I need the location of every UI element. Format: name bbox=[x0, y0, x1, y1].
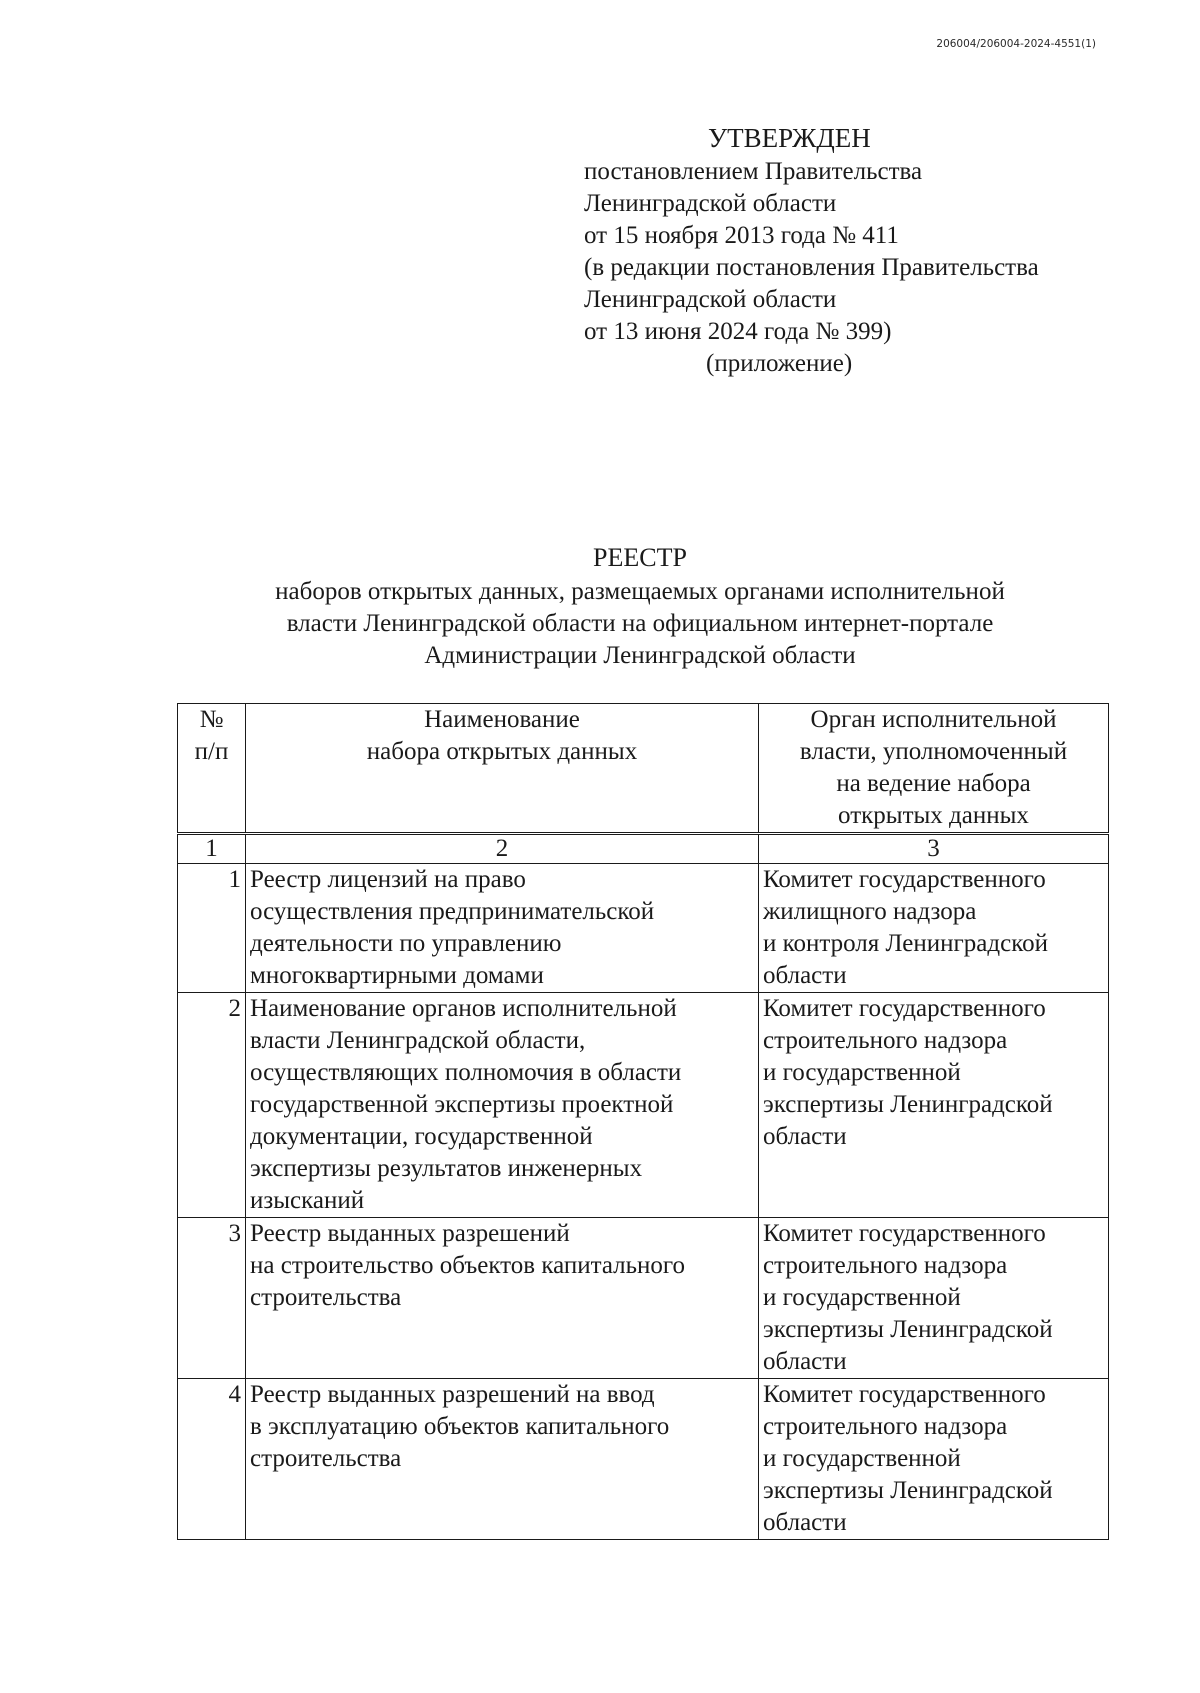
registry-subtitle-line: Администрации Ленинградской области bbox=[424, 642, 856, 669]
row-number: 3 bbox=[178, 1218, 246, 1379]
authority-name: Комитет государственного строительного надзора и государственной экспертизы Ленинградской области bbox=[759, 1218, 1109, 1379]
table-row bbox=[178, 1379, 1109, 1540]
column-numbers-row bbox=[178, 834, 1109, 864]
dataset-name: Реестр выданных разрешений на ввод в эксплуатацию объектов капитального строительства bbox=[246, 1379, 759, 1540]
approval-line: Ленинградской области bbox=[584, 190, 837, 217]
row-number: 2 bbox=[178, 993, 246, 1218]
approval-line: Ленинградской области bbox=[584, 286, 837, 313]
authority-name: Комитет государственного строительного надзора и государственной экспертизы Ленинградской области bbox=[759, 1379, 1109, 1540]
approval-line: (в редакции постановления Правительства bbox=[584, 254, 1039, 281]
authority-name: Комитет государственного строительного надзора и государственной экспертизы Ленинградской области bbox=[759, 993, 1109, 1218]
registry-subtitle-line: власти Ленинградской области на официальном интернет-портале bbox=[286, 610, 994, 637]
approval-block bbox=[584, 120, 1039, 380]
dataset-name: Реестр лицензий на право осуществления предпринимательской деятельности по управлению многоквартирными домами bbox=[246, 864, 759, 993]
registry-title: РЕЕСТР bbox=[593, 543, 687, 572]
table-header-row bbox=[178, 704, 1109, 834]
table-row bbox=[178, 1218, 1109, 1379]
approval-line: от 13 июня 2024 года № 399) bbox=[584, 318, 892, 345]
registry-table bbox=[177, 703, 1109, 1540]
approval-line: постановлением Правительства bbox=[584, 158, 923, 185]
authority-name: Комитет государственного жилищного надзора и контроля Ленинградской области bbox=[759, 864, 1109, 993]
approval-appendix: (приложение) bbox=[706, 350, 853, 377]
column-number: 1 bbox=[178, 834, 246, 864]
column-number: 2 bbox=[246, 834, 759, 864]
table-row bbox=[178, 864, 1109, 993]
header-authority: Орган исполнительной власти, уполномоченный на ведение набора открытых данных bbox=[759, 704, 1109, 834]
column-number: 3 bbox=[759, 834, 1109, 864]
approval-line: от 15 ноября 2013 года № 411 bbox=[584, 222, 899, 249]
row-number: 4 bbox=[178, 1379, 246, 1540]
dataset-name: Реестр выданных разрешений на строительство объектов капитального строительства bbox=[246, 1218, 759, 1379]
dataset-name: Наименование органов исполнительной власти Ленинградской области, осуществляющих полномочия в области государственной экспертизы проектной документации, государственной экспертизы результатов инженерных изысканий bbox=[246, 993, 759, 1218]
approval-heading: УТВЕРЖДЕН bbox=[708, 123, 871, 153]
header-number: № п/п bbox=[178, 704, 246, 834]
header-dataset-name: Наименование набора открытых данных bbox=[246, 704, 759, 834]
registry-subtitle-line: наборов открытых данных, размещаемых органами исполнительной bbox=[275, 578, 1005, 605]
document-id: 206004/206004-2024-4551(1) bbox=[936, 38, 1096, 50]
registry-title-block bbox=[0, 540, 1200, 672]
row-number: 1 bbox=[178, 864, 246, 993]
table-row bbox=[178, 993, 1109, 1218]
